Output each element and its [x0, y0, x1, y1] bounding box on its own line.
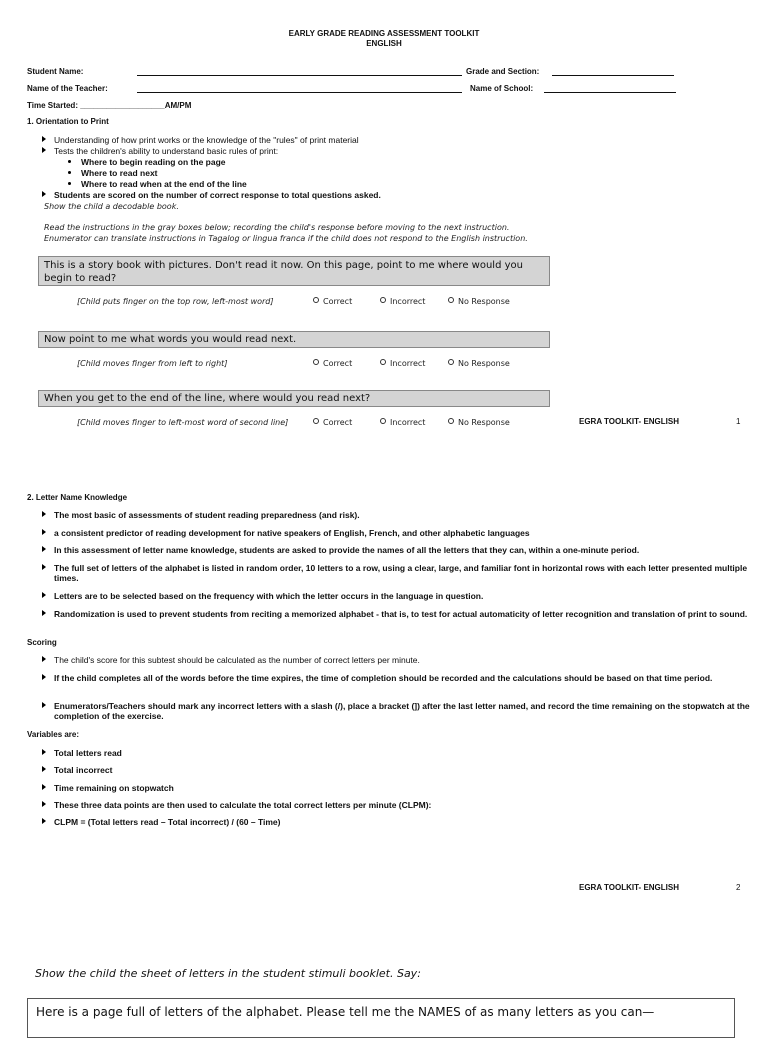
school-field[interactable] — [544, 92, 676, 93]
section2-heading: 2. Letter Name Knowledge — [27, 493, 128, 502]
bullet-arrow-icon — [42, 801, 46, 807]
bullet-arrow-icon — [42, 546, 46, 552]
letter-names-prompt-box — [27, 998, 735, 1038]
bullet-dot-icon — [68, 182, 71, 185]
school-label: Name of School: — [470, 84, 534, 93]
show-child-instruction: Show the child a decodable book. — [44, 202, 179, 211]
q2-correct-option[interactable]: Correct — [313, 359, 352, 368]
list-item: Students are scored on the number of correct response to total questions asked. — [42, 190, 381, 200]
radio-icon — [448, 297, 454, 303]
radio-icon — [448, 418, 454, 424]
list-item: Total letters read — [42, 748, 122, 758]
bullet-dot-icon — [68, 171, 71, 174]
list-item: If the child completes all of the words before the time expires, the time of completion should be recorded and the calculations should be based on that time period. — [42, 673, 754, 683]
page-footer: EGRA TOOLKIT- ENGLISH — [579, 417, 680, 426]
bullet-arrow-icon — [42, 656, 46, 662]
grade-field[interactable] — [552, 75, 674, 76]
list-item: In this assessment of letter name knowledge, students are asked to provide the names of all the letters that they can, within a one-minute period. — [42, 545, 742, 555]
q2-incorrect-option[interactable]: Incorrect — [380, 359, 425, 368]
radio-icon — [448, 359, 454, 365]
list-item: Total incorrect — [42, 765, 112, 775]
bullet-arrow-icon — [42, 749, 46, 755]
list-item: The full set of letters of the alphabet is listed in random order, 10 letters to a row, using a clear, large, and familiar font in horizontal rows with each letter presented multiple times. — [42, 563, 754, 583]
list-item: a consistent predictor of reading development for native speakers of English, French, and other alphabetic languages — [42, 528, 742, 538]
radio-icon — [313, 297, 319, 303]
bullet-arrow-icon — [42, 702, 46, 708]
bullet-arrow-icon — [42, 784, 46, 790]
document-title: EARLY GRADE READING ASSESSMENT TOOLKIT — [288, 29, 480, 38]
page-number: 2 — [736, 883, 741, 892]
list-item: Where to read when at the end of the line — [68, 179, 247, 189]
q3-correct-option[interactable]: Correct — [313, 418, 352, 427]
q3-no-response-option[interactable]: No Response — [448, 418, 510, 427]
gray-box-instructions: Read the instructions in the gray boxes below; recording the child's response before moving to the next instruction. — [44, 223, 510, 232]
page-footer: EGRA TOOLKIT- ENGLISH — [579, 883, 680, 892]
question-3-prompt: When you get to the end of the line, where would you read next? — [38, 390, 550, 407]
question-2-prompt: Now point to me what words you would read next. — [38, 331, 550, 348]
scoring-heading: Scoring — [27, 638, 57, 647]
bullet-arrow-icon — [42, 529, 46, 535]
radio-icon — [380, 359, 386, 365]
list-item: Enumerators/Teachers should mark any incorrect letters with a slash (/), place a bracket (]) after the last letter named, and record the time remaining on the stopwatch at the completion of the exercise. — [42, 701, 754, 721]
variables-heading: Variables are: — [27, 730, 80, 739]
radio-icon — [380, 297, 386, 303]
section1-heading: 1. Orientation to Print — [27, 117, 109, 126]
grade-label: Grade and Section: — [466, 67, 540, 76]
bullet-arrow-icon — [42, 592, 46, 598]
question-2-note: [Child moves finger from left to right] — [77, 359, 228, 368]
bullet-arrow-icon — [42, 564, 46, 570]
list-item: Where to begin reading on the page — [68, 157, 226, 167]
list-item: CLPM = (Total letters read – Total incorrect) / (60 – Time) — [42, 817, 281, 827]
list-item: These three data points are then used to calculate the total correct letters per minute (CLPM): — [42, 800, 431, 810]
page-number: 1 — [736, 417, 741, 426]
q1-incorrect-option[interactable]: Incorrect — [380, 297, 425, 306]
document-subtitle: ENGLISH — [366, 39, 402, 48]
bullet-arrow-icon — [42, 136, 46, 142]
translation-instructions: Enumerator can translate instructions in Tagalog or lingua franca if the child does not respond to the English instruction. — [44, 234, 528, 243]
bullet-arrow-icon — [42, 818, 46, 824]
bullet-arrow-icon — [42, 674, 46, 680]
bullet-arrow-icon — [42, 610, 46, 616]
student-name-label: Student Name: — [27, 67, 84, 76]
question-1-note: [Child puts finger on the top row, left-most word] — [77, 297, 274, 306]
bullet-arrow-icon — [42, 147, 46, 153]
question-3-note: [Child moves finger to left-most word of second line] — [77, 418, 289, 427]
list-item: The child's score for this subtest should be calculated as the number of correct letters per minute. — [42, 655, 742, 665]
list-item: Understanding of how print works or the knowledge of the "rules" of print material — [42, 135, 359, 145]
radio-icon — [313, 418, 319, 424]
bullet-arrow-icon — [42, 511, 46, 517]
question-1-prompt: This is a story book with pictures. Don't read it now. On this page, point to me where would you begin to read? — [38, 256, 550, 286]
list-item: The most basic of assessments of student reading preparedness (and risk). — [42, 510, 742, 520]
time-started-field[interactable]: Time Started: ___________________AM/PM — [27, 101, 192, 110]
bullet-arrow-icon — [42, 766, 46, 772]
list-item: Tests the children's ability to understand basic rules of print: — [42, 146, 278, 156]
list-item: Time remaining on stopwatch — [42, 783, 174, 793]
list-item: Randomization is used to prevent students from reciting a memorized alphabet - that is, to test for actual automaticity of letter recognition and translation of print to sound. — [42, 609, 754, 619]
radio-icon — [313, 359, 319, 365]
stimuli-instruction: Show the child the sheet of letters in the student stimuli booklet. Say: — [35, 967, 421, 980]
q2-no-response-option[interactable]: No Response — [448, 359, 510, 368]
teacher-label: Name of the Teacher: — [27, 84, 108, 93]
q3-incorrect-option[interactable]: Incorrect — [380, 418, 425, 427]
student-name-field[interactable] — [137, 75, 462, 76]
q1-no-response-option[interactable]: No Response — [448, 297, 510, 306]
letter-names-prompt: Here is a page full of letters of the alphabet. Please tell me the NAMES of as many letters as you can— — [36, 1005, 655, 1019]
radio-icon — [380, 418, 386, 424]
list-item: Where to read next — [68, 168, 158, 178]
bullet-dot-icon — [68, 160, 71, 163]
teacher-field[interactable] — [137, 92, 462, 93]
bullet-arrow-icon — [42, 191, 46, 197]
q1-correct-option[interactable]: Correct — [313, 297, 352, 306]
list-item: Letters are to be selected based on the frequency with which the letter occurs in the language in question. — [42, 591, 742, 601]
